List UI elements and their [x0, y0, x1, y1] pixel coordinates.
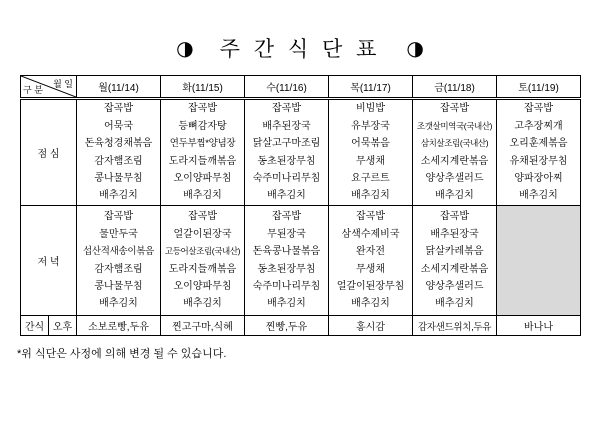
- menu-item: 배추김치: [267, 298, 306, 310]
- lunch-label: 점 심: [21, 99, 77, 206]
- menu-item: 콩나물무침: [94, 280, 143, 292]
- menu-item: 오이양파무침: [173, 172, 232, 184]
- dinner-sat-cell-closed: [497, 206, 581, 316]
- snack-mon-cell: 소보로빵,두유: [77, 316, 161, 336]
- dinner-mon-cell: [77, 206, 161, 316]
- lunch-sat-cell: [497, 99, 581, 206]
- menu-item: 삼색수제비국: [341, 228, 400, 240]
- lunch-row: [21, 99, 581, 206]
- menu-item: 고추장찌개: [514, 120, 563, 132]
- dinner-wed-cell: [245, 206, 329, 316]
- menu-item: 배추김치: [519, 190, 558, 202]
- menu-item: 오이양파무침: [173, 280, 232, 292]
- menu-item: 조갯살미역국(국내산): [416, 120, 493, 131]
- menu-item: 동초된장무침: [257, 263, 316, 275]
- menu-item: 잡곡밥: [524, 103, 553, 115]
- menu-item: 배추김치: [99, 298, 138, 310]
- snack-time-label: 오후: [49, 316, 77, 336]
- menu-item: 배추된장국: [262, 120, 311, 132]
- half-circle-icon-right: ◑: [406, 36, 424, 60]
- dinner-thu-cell: [329, 206, 413, 316]
- menu-item: 유부장국: [351, 120, 390, 132]
- menu-item: 얼갈이된장무침: [336, 280, 405, 292]
- menu-item: 배추김치: [435, 190, 474, 202]
- menu-item: 요구르트: [351, 172, 390, 184]
- menu-item: 비빔밥: [356, 103, 385, 115]
- menu-item: 돈육콩나물볶음: [252, 246, 321, 258]
- menu-item: 돈육청경채볶음: [84, 138, 153, 150]
- menu-item: 배추김치: [351, 298, 390, 310]
- menu-item: 양파장아찌: [514, 172, 563, 184]
- corner-category-label: 구 분: [23, 85, 43, 95]
- menu-item: 섭산적새송이볶음: [82, 246, 155, 258]
- menu-item: 닭살고구마조림: [252, 138, 321, 150]
- lunch-wed-cell: [245, 99, 329, 206]
- menu-item: 숙주미나리무침: [252, 172, 321, 184]
- menu-item: 배추김치: [183, 190, 222, 202]
- footnote: *위 식단은 사정에 의해 변경 될 수 있습니다.: [17, 348, 227, 360]
- snack-thu-cell: 홍시감: [329, 316, 413, 336]
- menu-item: 연두부찜*양념장: [169, 138, 236, 150]
- menu-item: 고등어살조림(국내산): [164, 246, 241, 257]
- menu-item: 물만두국: [99, 228, 138, 240]
- menu-item: 잡곡밥: [440, 211, 469, 223]
- menu-item: 배추김치: [99, 190, 138, 202]
- menu-item: 얼갈이된장국: [173, 228, 232, 240]
- lunch-thu-cell: [329, 99, 413, 206]
- menu-item: 잡곡밥: [272, 211, 301, 223]
- menu-item: 양상추샐러드: [425, 280, 484, 292]
- menu-item: 잡곡밥: [188, 211, 217, 223]
- menu-item: 감자햄조림: [94, 155, 143, 167]
- snack-fri-cell: 감자샌드위치,두유: [413, 316, 497, 336]
- half-circle-icon-left: ◑: [176, 36, 194, 60]
- menu-item: 도라지들깨볶음: [168, 155, 237, 167]
- menu-item: 배추김치: [351, 190, 390, 202]
- menu-item: 감자햄조림: [94, 263, 143, 275]
- snack-wed-cell: 찐빵,두유: [245, 316, 329, 336]
- menu-item: 잡곡밥: [272, 103, 301, 115]
- snack-tue-cell: 찐고구마,식혜: [161, 316, 245, 336]
- menu-item: 잡곡밥: [356, 211, 385, 223]
- day-header-thu: 목(11/17): [329, 76, 413, 99]
- menu-item: 잡곡밥: [188, 103, 217, 115]
- day-header-mon: 월(11/14): [77, 76, 161, 99]
- menu-item: 잡곡밥: [104, 103, 133, 115]
- day-header-fri: 금(11/18): [413, 76, 497, 99]
- menu-item: 무생채: [356, 155, 385, 167]
- day-header-wed: 수(11/16): [245, 76, 329, 99]
- corner-date-label: 월 일: [53, 79, 73, 89]
- menu-item: 어묵볶음: [351, 138, 390, 150]
- menu-item: 동초된장무침: [257, 155, 316, 167]
- menu-item: 무된장국: [267, 228, 306, 240]
- menu-item: 완자전: [356, 246, 385, 258]
- menu-item: 양상추샐러드: [425, 172, 484, 184]
- lunch-tue-cell: [161, 99, 245, 206]
- snack-sat-cell: 바나나: [497, 316, 581, 336]
- menu-item: 콩나물무침: [94, 172, 143, 184]
- menu-item: 닭살카레볶음: [425, 246, 484, 258]
- menu-item: 배추김치: [435, 298, 474, 310]
- menu-item: 배추김치: [267, 190, 306, 202]
- menu-item: 무생채: [356, 263, 385, 275]
- menu-item: 배추된장국: [430, 228, 479, 240]
- snack-row: [21, 316, 581, 336]
- menu-item: 도라지들깨볶음: [168, 263, 237, 275]
- dinner-tue-cell: [161, 206, 245, 316]
- menu-item: 잡곡밥: [440, 103, 469, 115]
- menu-item: 배추김치: [183, 298, 222, 310]
- header-row: [21, 76, 581, 99]
- weekly-menu-table: [20, 75, 581, 336]
- lunch-fri-cell: [413, 99, 497, 206]
- menu-item: 삼치살조림(국내산): [420, 138, 489, 149]
- menu-item: 소세지계란볶음: [420, 155, 489, 167]
- day-header-sat: 토(11/19): [497, 76, 581, 99]
- lunch-mon-cell: [77, 99, 161, 206]
- menu-item: 등뼈감자탕: [178, 120, 227, 132]
- menu-item: 오리훈제볶음: [509, 138, 568, 150]
- menu-item: 어묵국: [104, 120, 133, 132]
- menu-item: 소세지계란볶음: [420, 263, 489, 275]
- menu-item: 숙주미나리무침: [252, 280, 321, 292]
- menu-item: 잡곡밥: [104, 211, 133, 223]
- snack-label: 간식: [21, 316, 49, 336]
- dinner-row: [21, 206, 581, 316]
- title-text: 주 간 식 단 표: [219, 38, 381, 61]
- menu-item: 유채된장무침: [509, 155, 568, 167]
- header-corner-cell: [21, 76, 77, 99]
- dinner-label: 저 녁: [21, 206, 77, 316]
- dinner-fri-cell: [413, 206, 497, 316]
- page-title: [0, 35, 600, 61]
- day-header-tue: 화(11/15): [161, 76, 245, 99]
